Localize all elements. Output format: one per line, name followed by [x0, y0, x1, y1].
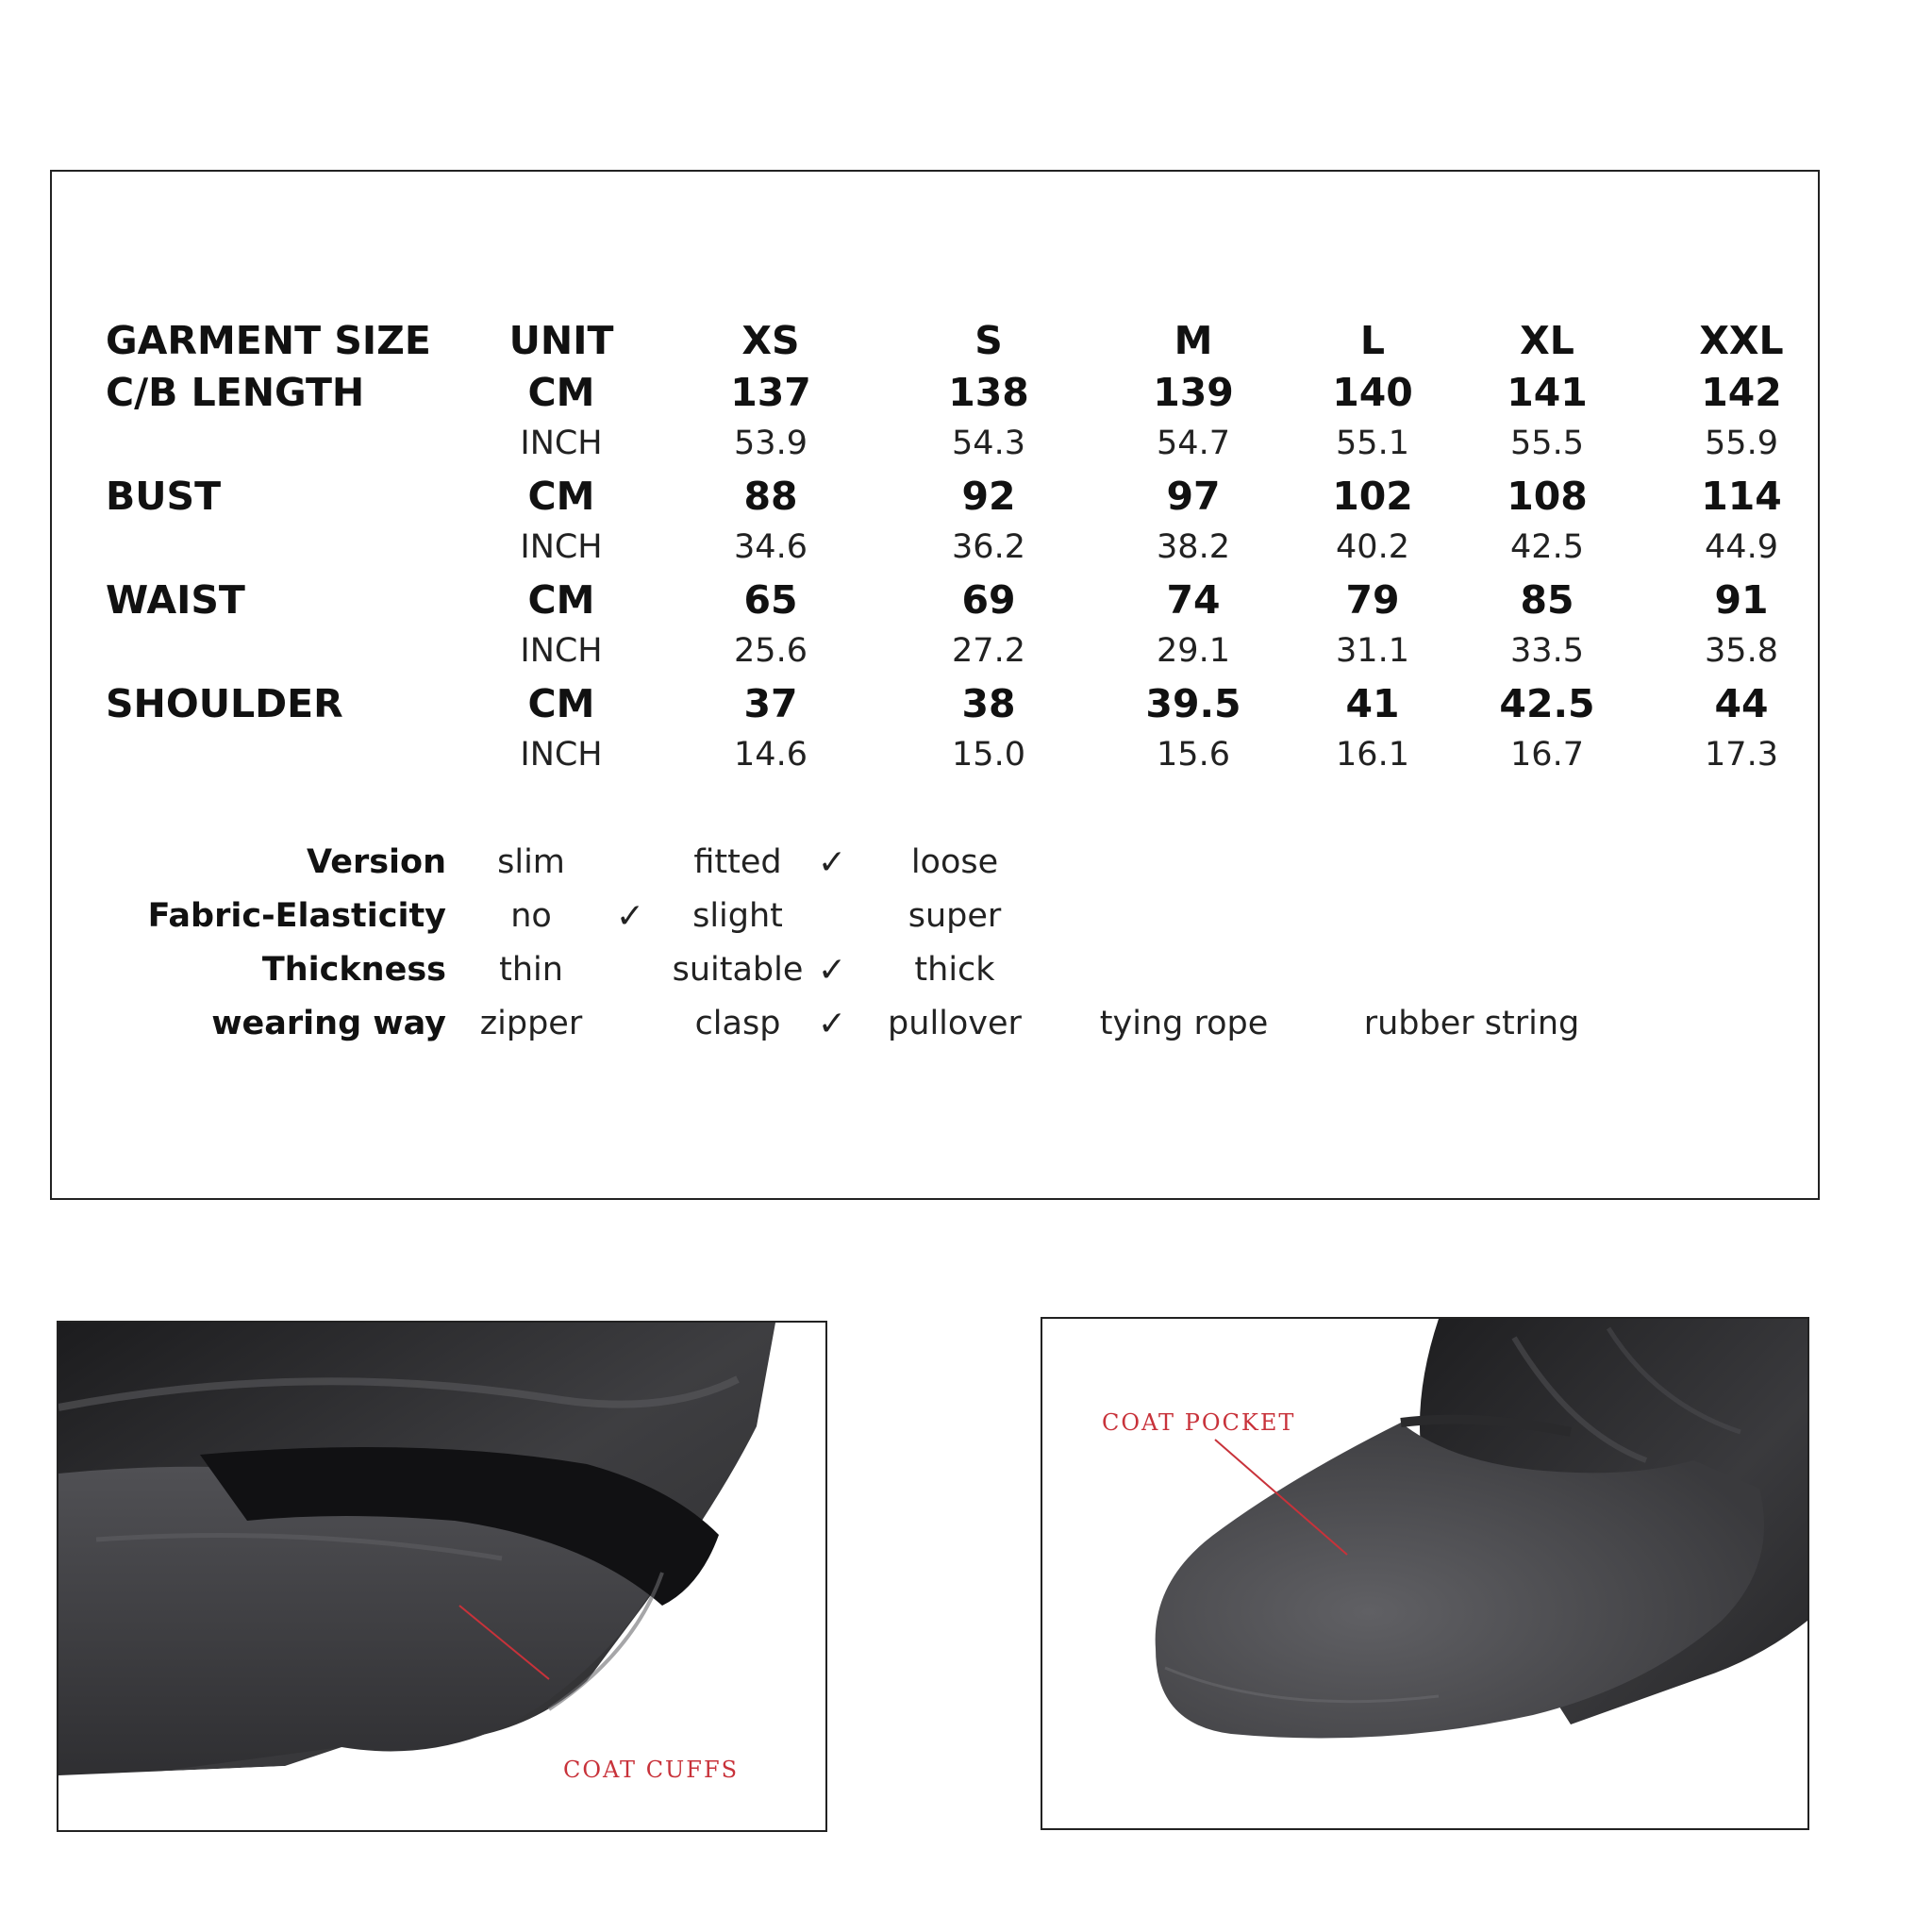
size-header-xs: XS [741, 318, 800, 363]
value-inch: 16.1 [1336, 736, 1409, 774]
value-cm: 102 [1332, 474, 1413, 519]
value-cm: 140 [1332, 370, 1413, 415]
value-inch: 55.9 [1705, 425, 1778, 462]
property-label-version: Version [307, 843, 446, 881]
unit-cm: CM [527, 474, 595, 519]
value-cm: 141 [1507, 370, 1588, 415]
value-cm: 114 [1701, 474, 1782, 519]
value-cm: 85 [1520, 577, 1574, 623]
value-inch: 40.2 [1336, 528, 1409, 566]
property-option: clasp [694, 1005, 781, 1042]
value-inch: 36.2 [952, 528, 1025, 566]
check-mark-icon: ✓ [615, 897, 645, 936]
value-inch: 17.3 [1705, 736, 1778, 774]
check-mark-icon: ✓ [817, 951, 847, 990]
size-chart [50, 170, 1820, 1200]
coat-cuffs-photo [57, 1321, 827, 1832]
coat-cuffs-label: COAT CUFFS [563, 1757, 740, 1783]
value-inch: 16.7 [1510, 736, 1584, 774]
value-cm: 74 [1166, 577, 1221, 623]
unit-cm: CM [527, 370, 595, 415]
value-cm: 92 [961, 474, 1016, 519]
property-label-thickness: Thickness [261, 951, 446, 989]
value-inch: 38.2 [1157, 528, 1230, 566]
property-option: zipper [479, 1005, 583, 1042]
value-cm: 142 [1701, 370, 1782, 415]
value-inch: 33.5 [1510, 632, 1584, 670]
property-option: suitable [672, 951, 804, 989]
property-option: thick [914, 951, 995, 989]
value-cm: 79 [1345, 577, 1400, 623]
value-cm: 65 [743, 577, 798, 623]
property-option: loose [910, 843, 999, 881]
row-label-shoulder: SHOULDER [106, 681, 343, 726]
value-inch: 55.5 [1510, 425, 1584, 462]
check-mark-icon: ✓ [817, 1005, 847, 1043]
size-header-xl: XL [1520, 318, 1574, 363]
value-inch: 25.6 [734, 632, 808, 670]
check-mark-icon: ✓ [817, 843, 847, 882]
value-cm: 137 [730, 370, 811, 415]
value-cm: 138 [948, 370, 1029, 415]
property-option: slight [692, 897, 783, 935]
size-header-xxl: XXL [1699, 318, 1784, 363]
property-option: thin [499, 951, 563, 989]
property-option: fitted [693, 843, 782, 881]
size-header-s: S [974, 318, 1003, 363]
unit-inch: INCH [520, 425, 603, 462]
pocket-illustration [1042, 1319, 1807, 1828]
value-cm: 41 [1345, 681, 1400, 726]
value-inch: 27.2 [952, 632, 1025, 670]
value-cm: 44 [1714, 681, 1769, 726]
coat-pocket-photo [1041, 1317, 1809, 1830]
value-cm: 69 [961, 577, 1016, 623]
unit-header: UNIT [508, 318, 614, 363]
unit-cm: CM [527, 577, 595, 623]
property-option: super [908, 897, 1002, 935]
unit-inch: INCH [520, 528, 603, 566]
unit-inch: INCH [520, 736, 603, 774]
value-inch: 31.1 [1336, 632, 1409, 670]
row-label-waist: WAIST [106, 577, 245, 623]
property-option: slim [497, 843, 565, 881]
row-label-cb-length: C/B LENGTH [106, 370, 365, 415]
value-cm: 88 [743, 474, 798, 519]
cuff-illustration [58, 1323, 825, 1830]
value-inch: 15.6 [1157, 736, 1230, 774]
value-cm: 42.5 [1499, 681, 1595, 726]
value-cm: 97 [1166, 474, 1221, 519]
value-inch: 54.3 [952, 425, 1025, 462]
value-inch: 35.8 [1705, 632, 1778, 670]
property-label-wearing-way: wearing way [211, 1005, 446, 1042]
size-header-m: M [1174, 318, 1213, 363]
property-option: no [510, 897, 552, 935]
property-option: pullover [888, 1005, 1022, 1042]
value-inch: 53.9 [734, 425, 808, 462]
property-label-fabric-elasticity: Fabric-Elasticity [147, 897, 446, 935]
value-cm: 39.5 [1145, 681, 1241, 726]
value-cm: 139 [1153, 370, 1234, 415]
property-option: tying rope [1099, 1005, 1269, 1042]
value-cm: 108 [1507, 474, 1588, 519]
value-inch: 55.1 [1336, 425, 1409, 462]
row-label-bust: BUST [106, 474, 222, 519]
value-inch: 54.7 [1157, 425, 1230, 462]
unit-inch: INCH [520, 632, 603, 670]
garment-size-header: GARMENT SIZE [106, 318, 431, 363]
size-header-l: L [1359, 318, 1386, 363]
value-inch: 14.6 [734, 736, 808, 774]
value-cm: 37 [743, 681, 798, 726]
value-inch: 34.6 [734, 528, 808, 566]
value-inch: 44.9 [1705, 528, 1778, 566]
value-inch: 15.0 [952, 736, 1025, 774]
property-option: rubber string [1363, 1005, 1580, 1042]
value-inch: 29.1 [1157, 632, 1230, 670]
coat-pocket-label: COAT POCKET [1102, 1409, 1296, 1436]
unit-cm: CM [527, 681, 595, 726]
value-inch: 42.5 [1510, 528, 1584, 566]
value-cm: 38 [961, 681, 1016, 726]
value-cm: 91 [1714, 577, 1769, 623]
